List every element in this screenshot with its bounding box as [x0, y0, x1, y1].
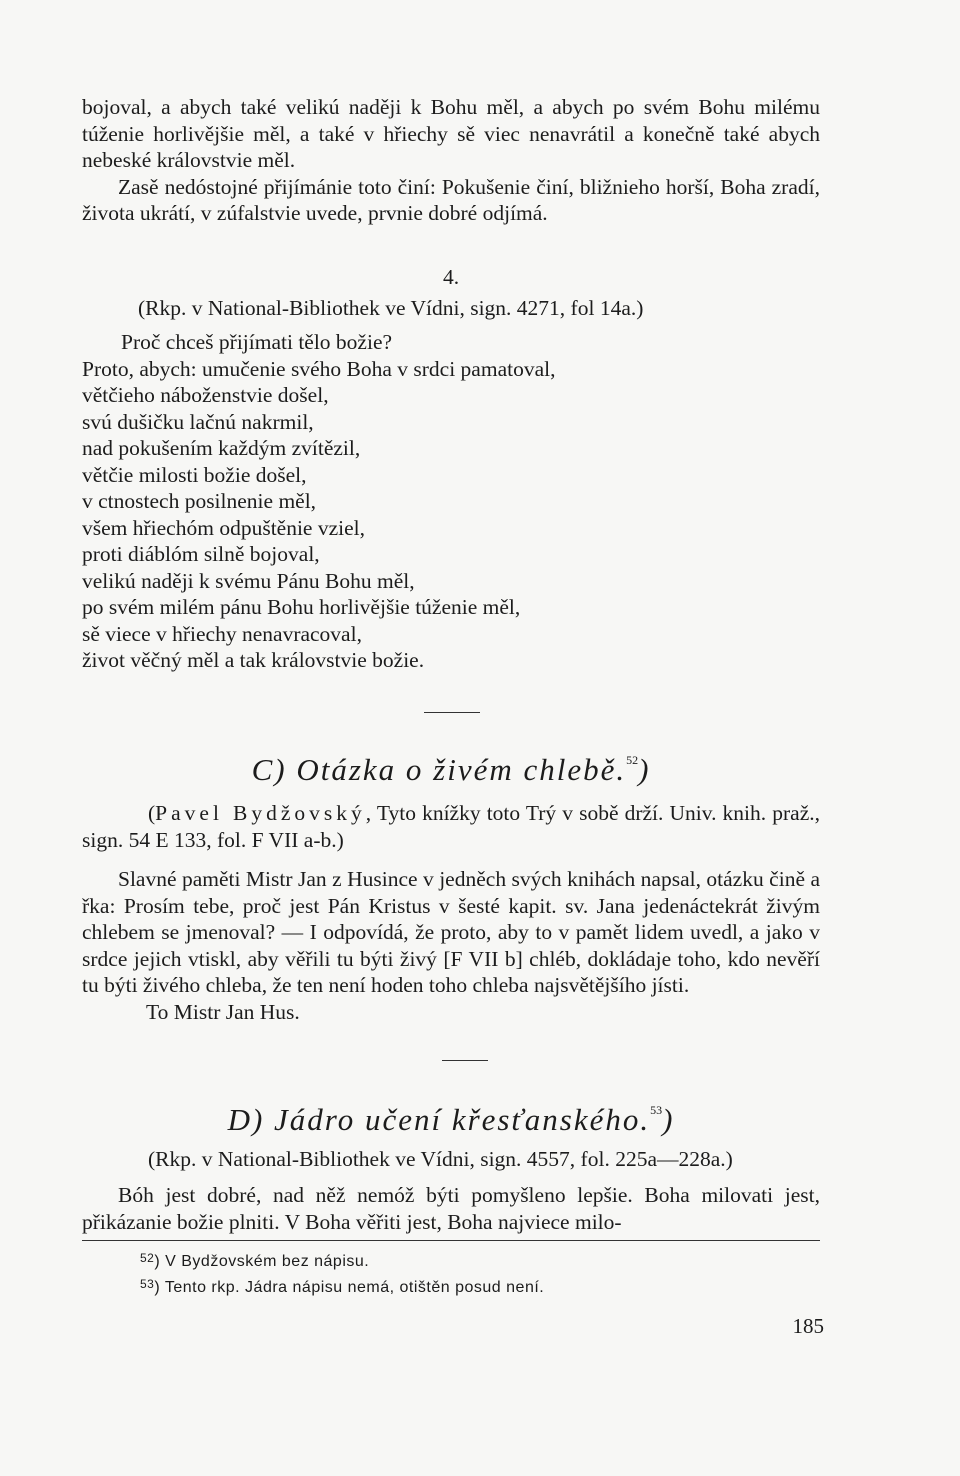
separator-rule — [424, 712, 480, 713]
source-author: Pavel Bydžovský — [155, 801, 366, 825]
footnote-mark: 52 — [140, 1251, 155, 1265]
source-rest: , Tyto knížky toto Trý v sobě drží. Univ. knih. praž., sign. 54 E 133, fol. F VII a-b.) — [82, 801, 820, 852]
section-d-heading — [82, 1102, 820, 1138]
verse-line: svú dušičku lačnú nakrmil, — [82, 409, 314, 434]
footnote-52 — [140, 1247, 820, 1273]
verse-lines — [82, 356, 820, 674]
opening-text — [82, 94, 820, 227]
verse-line: po svém milém pánu Bohu horlivějšie túženie měl, — [82, 595, 521, 619]
footnote-rule — [82, 1240, 820, 1241]
verse-line: v ctnostech posilnenie měl, — [82, 489, 317, 513]
footnote-53 — [140, 1273, 820, 1299]
section-c-paragraph: Slavné paměti Mistr Jan z Husince v jedněch svých knihách napsal, otázku čině a řka: Prosím tebe, proč jest Pán Kristus v šesté kapit. sv. Jana jedenáctekrát živým chlebem se jmenoval? — I odpovídá, že proto, aby to v pamět lidem uvedl, a jako v srdce jejich vtiskl, aby věřili tu býti živý [F VII b] chléb, dokládaje toho, kdo nevěří tu býti živého chleba, že ten není hoden toho chleba najsvětějšího jísti. — [82, 867, 820, 997]
section-d-body — [82, 1182, 820, 1235]
section-d-title: D) Jádro učení křesťanského. — [227, 1102, 651, 1137]
section-number: 4. — [442, 265, 460, 289]
verse-line: větčieho náboženstvie došel, — [82, 383, 329, 407]
page-number: 185 — [792, 1314, 824, 1338]
footnotes — [140, 1247, 820, 1299]
verse-line: větčie milosti božie došel, — [82, 462, 307, 487]
section-4-source: (Rkp. v National-Bibliothek ve Vídni, sign. 4271, fol 14a.) — [138, 296, 644, 320]
section-c-heading — [82, 752, 820, 788]
verse-line: Proto, abych: umučenie svého Boha v srdci pamatoval, — [82, 356, 556, 381]
verse-line: všem hřiechóm odpuštěnie vziel, — [82, 515, 366, 540]
footnote-text: ) V Bydžovském bez nápisu. — [154, 1253, 370, 1270]
section-c-title: C) Otázka o živém chlebě. — [251, 752, 627, 787]
paragraph-unworthy-reception: Zasě nedóstojné přijímánie toto činí: Pokušenie činí, bližnieho horší, Boha zradí, života ukrátí, v zúfalstvie uvede, prvnie dobré odjímá. — [82, 174, 820, 225]
section-c-closing: To Mistr Jan Hus. — [146, 999, 300, 1024]
verse-line: velikú naději k svému Pánu Bohu měl, — [82, 568, 415, 593]
separator-rule-2 — [442, 1060, 488, 1061]
section-c-source — [82, 800, 820, 853]
verse-line: nad pokušením každým zvítězil, — [82, 436, 361, 460]
verse-line: život věčný měl a tak královstvie božie. — [82, 648, 425, 672]
footnote-ref-52: 52 — [626, 753, 639, 767]
section-c-body — [82, 866, 820, 1025]
paragraph-continued: bojoval, a abych také velikú naději k Bohu měl, a abych po svém Bohu milému túženie horlivějšie měl, a také v hřiechy sě viec nenavrátil a konečně také abych nebeské královstvie měl. — [82, 95, 820, 172]
footnote-ref-53: 53 — [650, 1103, 663, 1117]
section-d-paragraph: Bóh jest dobré, nad něž nemóž býti pomyšleno lepšie. Boha milovati jest, přikázanie božie plniti. V Boha věřiti jest, Boha najviece milo- — [82, 1183, 820, 1234]
section-4-body — [82, 329, 820, 674]
verse-line: sě viece v hřiechy nenavracoval, — [82, 621, 362, 646]
section-d-title-close: ) — [662, 1102, 675, 1137]
footnote-text: ) Tento rkp. Jádra nápisu nemá, otištěn posud není. — [154, 1279, 545, 1296]
section-4-question: Proč chceš přijímati tělo božie? — [121, 330, 393, 354]
section-c-title-close: ) — [638, 752, 651, 787]
section-d-source: (Rkp. v National-Bibliothek ve Vídni, sign. 4557, fol. 225a—228a.) — [148, 1147, 733, 1171]
verse-line: proti diáblóm silně bojoval, — [82, 542, 320, 566]
footnote-mark: 53 — [140, 1277, 155, 1291]
source-open: ( — [148, 801, 156, 825]
